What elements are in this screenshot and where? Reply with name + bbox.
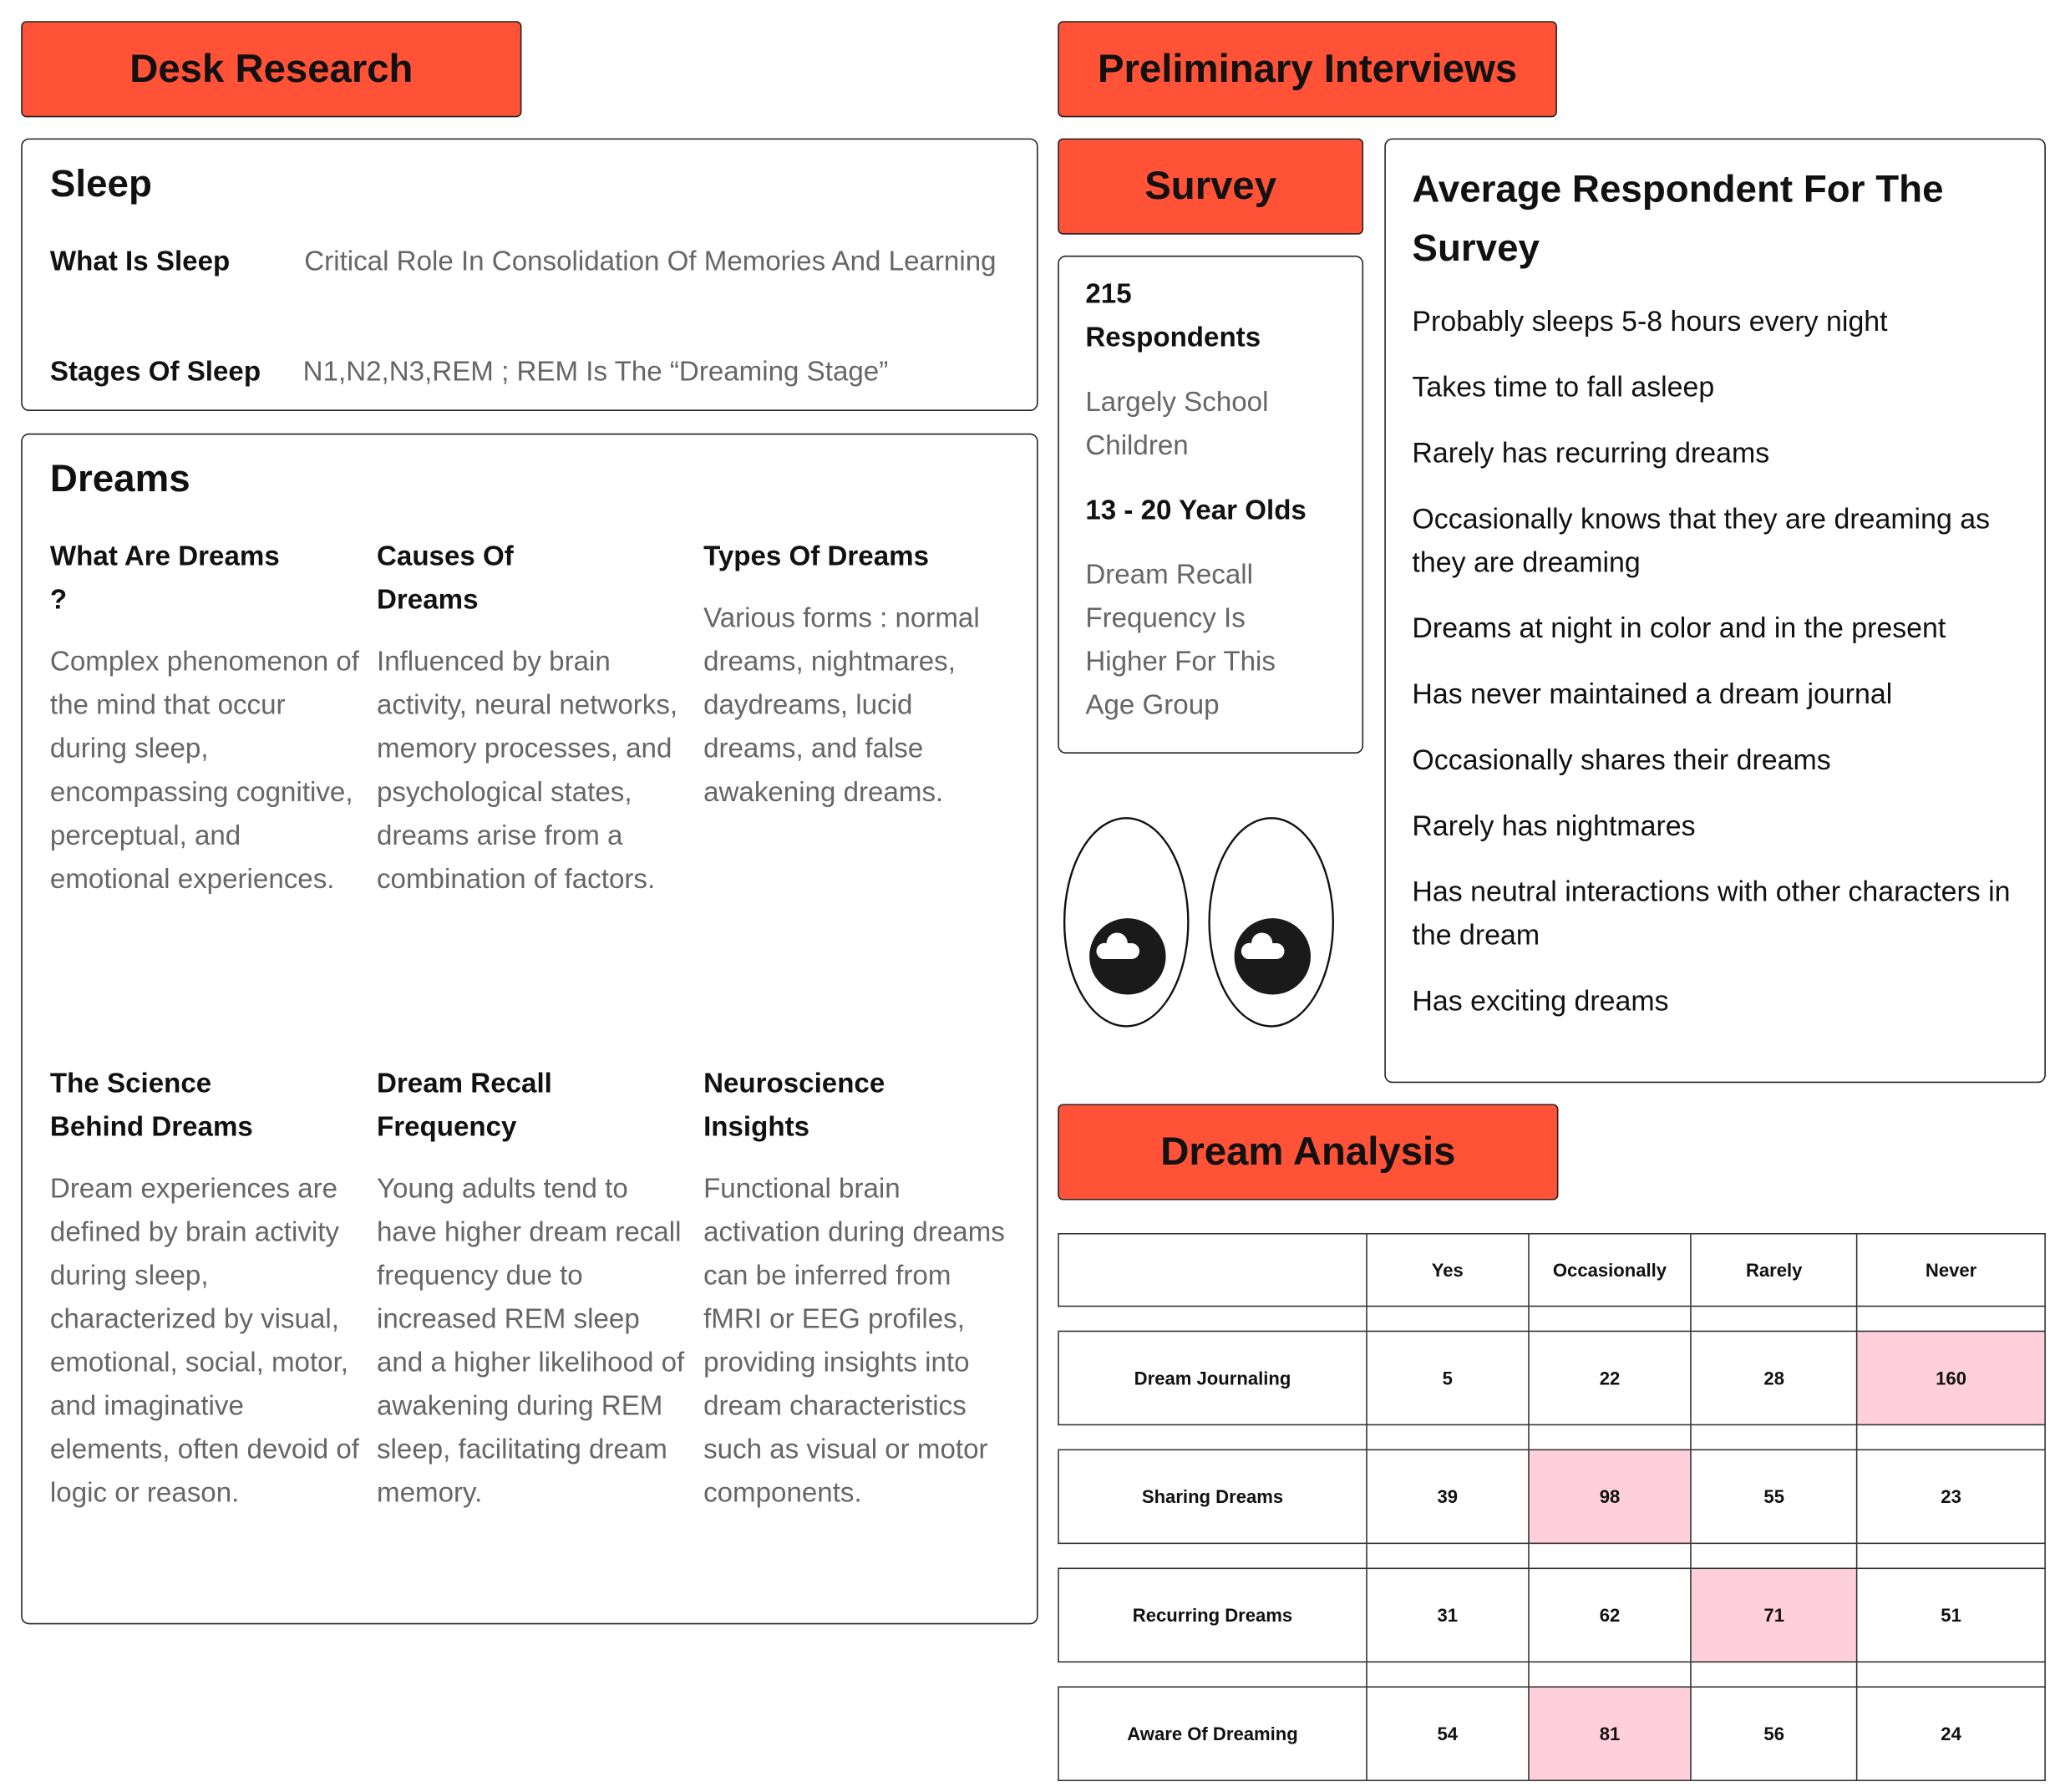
respondent-trait: Occasionally shares their dreams bbox=[1412, 744, 1831, 776]
table-cell: 62 bbox=[1529, 1568, 1692, 1662]
table-cell: 5 bbox=[1367, 1331, 1529, 1424]
dream-section bbox=[377, 535, 688, 901]
table-spacer-row bbox=[1058, 1306, 2045, 1331]
respondents-count: 215 Respondents bbox=[1085, 279, 1261, 353]
dream-section-text: Influenced by brain activity, neural networks, memory processes, and psychological states, dreams arise from a combination of factors. bbox=[376, 647, 678, 895]
table-corner-cell bbox=[1058, 1234, 1367, 1307]
dream-section-text: Dream experiences are defined by brain activity during sleep, characterized by visual, emotional, social, motor, and imaginative elements, often devoid of logic or reason. bbox=[49, 1174, 359, 1509]
dream-analysis-header: Dream Analysis bbox=[1058, 1104, 1558, 1200]
respondent-trait: Occasionally knows that they are dreaming as they are dreaming bbox=[1412, 503, 1991, 579]
sleep-card bbox=[21, 139, 1038, 411]
spacer-cell bbox=[1058, 1306, 1367, 1331]
row-label: Dream Journaling bbox=[1058, 1331, 1367, 1424]
spacer-cell bbox=[1058, 1543, 1367, 1568]
survey-age-group: 13 - 20 Year Olds bbox=[1085, 495, 1307, 526]
stages-value: N1,N2,N3,REM ; REM Is The “Dreaming Stage” bbox=[302, 357, 889, 388]
dream-section bbox=[50, 535, 361, 901]
stages-label: Stages Of Sleep bbox=[49, 357, 261, 388]
dreams-title: Dreams bbox=[49, 458, 190, 501]
spacer-cell bbox=[1529, 1543, 1692, 1568]
dream-section-heading: Causes Of Dreams bbox=[376, 541, 514, 616]
eyes-illustration bbox=[1058, 810, 1347, 1034]
spacer-cell bbox=[1857, 1424, 2045, 1449]
respondent-trait: Has exciting dreams bbox=[1412, 985, 1669, 1018]
respondent-trait: Rarely has recurring dreams bbox=[1412, 437, 1770, 470]
dream-section-text: Various forms : normal dreams, nightmares, daydreams, lucid dreams, and false awakening dreams. bbox=[703, 603, 980, 808]
table-cell: 56 bbox=[1691, 1687, 1857, 1780]
spacer-cell bbox=[1367, 1424, 1529, 1449]
dream-section-heading: Types Of Dreams bbox=[703, 541, 930, 572]
survey-note: Dream Recall Frequency Is Higher For This Age Group bbox=[1085, 560, 1276, 721]
spacer-cell bbox=[1367, 1662, 1529, 1687]
spacer-cell bbox=[1691, 1662, 1857, 1687]
highlighted-cell: 81 bbox=[1529, 1687, 1692, 1780]
spacer-cell bbox=[1367, 1306, 1529, 1331]
survey-audience: Largely School Children bbox=[1085, 387, 1269, 461]
dream-section-heading: Dream Recall Frequency bbox=[376, 1068, 552, 1143]
respondent-trait: Dreams at night in color and in the present bbox=[1412, 612, 1946, 645]
highlighted-cell: 98 bbox=[1529, 1449, 1692, 1543]
dream-section-text: Functional brain activation during dreams can be inferred from fMRI or EEG profiles, providing insights into dream characteristics such as visual or motor components. bbox=[703, 1174, 1005, 1509]
spacer-cell bbox=[1691, 1543, 1857, 1568]
table-cell: 28 bbox=[1691, 1331, 1857, 1424]
sleep-label: What Is Sleep bbox=[49, 246, 231, 277]
survey-card bbox=[1058, 256, 1363, 754]
dream-section bbox=[703, 535, 1014, 814]
table-cell: 39 bbox=[1367, 1449, 1529, 1543]
table-row bbox=[1058, 1687, 2045, 1780]
spacer-cell bbox=[1058, 1424, 1367, 1449]
row-label: Recurring Dreams bbox=[1058, 1568, 1367, 1662]
survey-header: Survey bbox=[1058, 139, 1363, 235]
table-cell: 51 bbox=[1857, 1568, 2045, 1662]
table-spacer-row bbox=[1058, 1662, 2045, 1687]
table-cell: 24 bbox=[1857, 1687, 2045, 1780]
sleep-title: Sleep bbox=[49, 163, 152, 206]
highlighted-cell: 71 bbox=[1691, 1568, 1857, 1662]
average-respondent-card bbox=[1384, 139, 2046, 1084]
respondent-trait: Rarely has nightmares bbox=[1412, 810, 1696, 842]
table-header-row bbox=[1058, 1234, 2045, 1307]
spacer-cell bbox=[1058, 1662, 1367, 1687]
spacer-cell bbox=[1529, 1306, 1692, 1331]
table-row bbox=[1058, 1568, 2045, 1662]
spacer-cell bbox=[1529, 1662, 1692, 1687]
table-cell: 54 bbox=[1367, 1687, 1529, 1780]
dream-section-heading: The Science Behind Dreams bbox=[49, 1068, 253, 1143]
respondent-trait: Takes time to fall asleep bbox=[1412, 371, 1715, 404]
dream-section bbox=[377, 1062, 688, 1515]
dream-section bbox=[703, 1062, 1014, 1515]
desk-research-header: Desk Research bbox=[21, 21, 521, 117]
spacer-cell bbox=[1691, 1306, 1857, 1331]
dream-section-text: Complex phenomenon of the mind that occur during sleep, encompassing cognitive, perceptual, and emotional experiences. bbox=[49, 647, 359, 895]
table-spacer-row bbox=[1058, 1424, 2045, 1449]
respondent-trait: Has never maintained a dream journal bbox=[1412, 678, 1893, 710]
dream-analysis-table bbox=[1058, 1233, 2046, 1781]
column-header: Never bbox=[1857, 1234, 2045, 1307]
dream-section-heading: What Are Dreams ? bbox=[49, 541, 280, 616]
row-label: Aware Of Dreaming bbox=[1058, 1687, 1367, 1780]
spacer-cell bbox=[1529, 1424, 1692, 1449]
average-respondent-list bbox=[1412, 301, 2017, 1024]
eye-icon bbox=[1064, 818, 1188, 1026]
average-respondent-title: Average Respondent For The Survey bbox=[1412, 168, 1944, 271]
spacer-cell bbox=[1857, 1662, 2045, 1687]
sleep-value: Critical Role In Consolidation Of Memories And Learning bbox=[304, 246, 997, 277]
table-row bbox=[1058, 1449, 2045, 1543]
dream-section-text: Young adults tend to have higher dream recall frequency due to increased REM sleep and a higher likelihood of awakening during REM sleep, facilitating dream memory. bbox=[376, 1174, 685, 1509]
table-cell: 23 bbox=[1857, 1449, 2045, 1543]
highlighted-cell: 160 bbox=[1857, 1331, 2045, 1424]
spacer-cell bbox=[1857, 1543, 2045, 1568]
spacer-cell bbox=[1691, 1424, 1857, 1449]
column-header: Yes bbox=[1367, 1234, 1529, 1307]
dream-section bbox=[50, 1062, 361, 1515]
spacer-cell bbox=[1367, 1543, 1529, 1568]
dream-section-heading: Neuroscience Insights bbox=[703, 1068, 885, 1143]
dreams-card bbox=[21, 434, 1038, 1625]
eye-icon bbox=[1210, 818, 1333, 1026]
preliminary-interviews-header: Preliminary Interviews bbox=[1058, 21, 1557, 117]
table-cell: 22 bbox=[1529, 1331, 1692, 1424]
respondent-trait: Probably sleeps 5-8 hours every night bbox=[1412, 305, 1888, 338]
table-cell: 55 bbox=[1691, 1449, 1857, 1543]
spacer-cell bbox=[1857, 1306, 2045, 1331]
row-label: Sharing Dreams bbox=[1058, 1449, 1367, 1543]
column-header: Occasionally bbox=[1529, 1234, 1692, 1307]
column-header: Rarely bbox=[1691, 1234, 1857, 1307]
table-cell: 31 bbox=[1367, 1568, 1529, 1662]
respondent-trait: Has neutral interactions with other characters in the dream bbox=[1412, 876, 2011, 952]
table-spacer-row bbox=[1058, 1543, 2045, 1568]
table-row bbox=[1058, 1331, 2045, 1424]
